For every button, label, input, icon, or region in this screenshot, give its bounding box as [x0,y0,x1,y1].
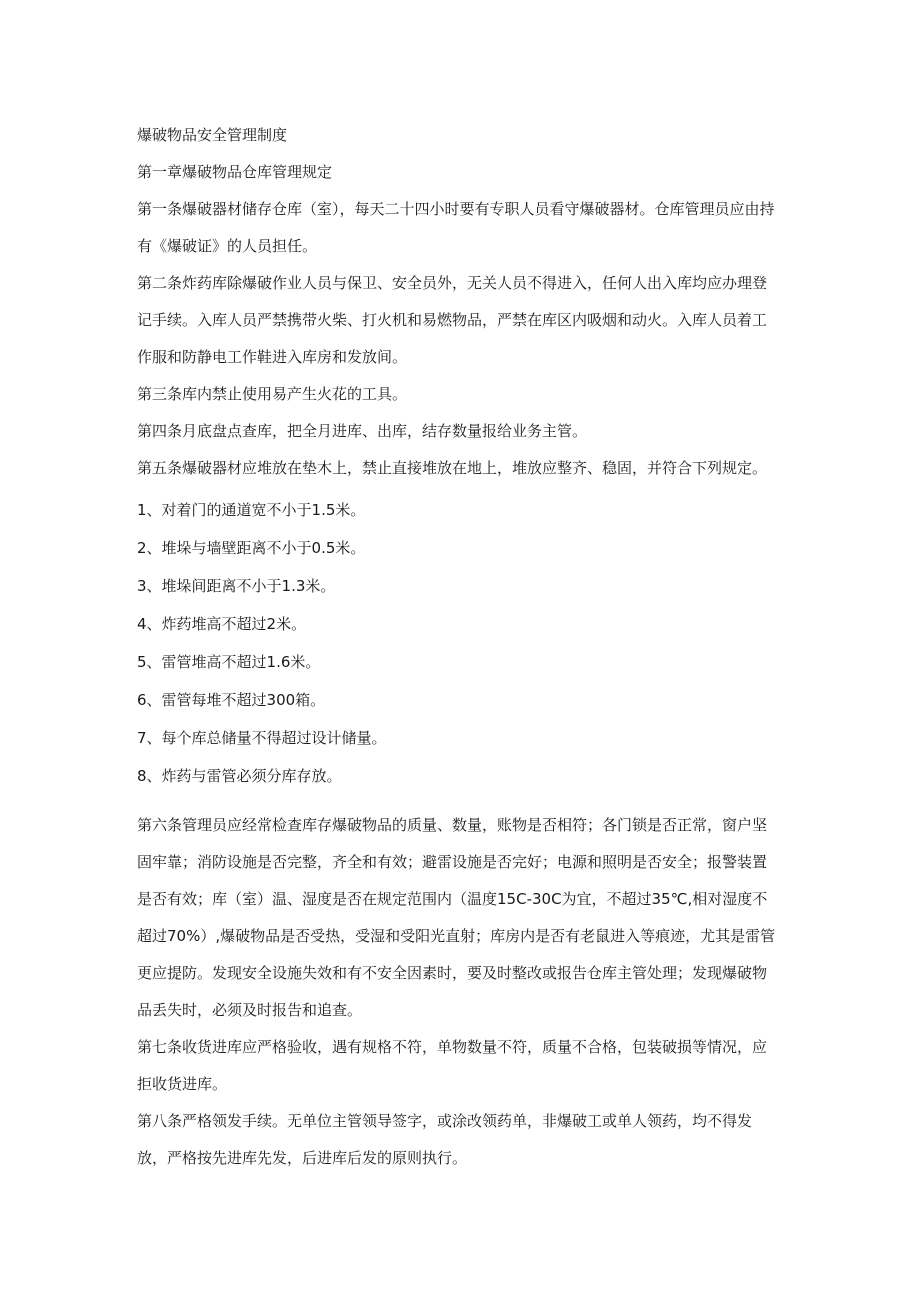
list-item: 2、堆垛与墙壁距离不小于0.5米。 [137,539,366,557]
article-7: 第七条收货进库应严格验收，遇有规格不符，单物数量不符，质量不合格，包装破损等情况，应拒收货进库。 [137,1038,768,1093]
list-item: 4、炸药堆高不超过2米。 [137,615,307,633]
article-2: 第二条炸药库除爆破作业人员与保卫、安全员外，无关人员不得进入，任何人出入库均应办理登记手续。入库人员严禁携带火柴、打火机和易燃物品，严禁在库区内吸烟和动火。入库人员着工作服和防静电工作鞋进入库房和发放间。 [137,274,768,366]
article-8: 第八条严格领发手续。无单位主管领导签字，或涂改领药单，非爆破工或单人领药，均不得发放，严格按先进库先发，后进库后发的原则执行。 [137,1112,753,1167]
article-1: 第一条爆破器材储存仓库（室），每天二十四小时要有专职人员看守爆破器材。仓库管理员应由持有《爆破证》的人员担任。 [137,200,775,255]
list-item: 5、雷管堆高不超过1.6米。 [137,653,321,671]
document-title: 爆破物品安全管理制度 [137,126,288,144]
list-item: 8、炸药与雷管必须分库存放。 [137,767,342,785]
spacer [137,795,777,807]
list-item: 7、每个库总储量不得超过设计储量。 [137,729,387,747]
article-6: 第六条管理员应经常检查库存爆破物品的质量、数量，账物是否相符；各门锁是否正常，窗户坚固牢靠；消防设施是否完整，齐全和有效；避雷设施是否完好；电源和照明是否安全；报警装置是否有效；库（室）温、湿度是否在规定范围内（温度15C-30C为宜，不超过35℃,相对湿度不超过70%）,爆破物品是否受热，受湿和受阳光直射；库房内是否有老鼠进入等痕迹，尤其是雷管更应提防。发现安全设施失效和有不安全因素时，要及时整改或报告仓库主管处理；发现爆破物品丢失时，必须及时报告和追查。 [137,816,776,1019]
article-5: 第五条爆破器材应堆放在垫木上，禁止直接堆放在地上，堆放应整齐、稳固，并符合下列规定。 [137,459,768,477]
list-item: 3、堆垛间距离不小于1.3米。 [137,577,336,595]
list-item: 6、雷管每堆不超过300箱。 [137,691,326,709]
list-item: 1、对着门的通道宽不小于1.5米。 [137,501,366,519]
chapter-heading: 第一章爆破物品仓库管理规定 [137,163,333,181]
article-3: 第三条库内禁止使用易产生火花的工具。 [137,385,408,403]
document-body [137,117,777,1177]
article-4: 第四条月底盘点查库，把全月进库、出库，结存数量报给业务主管。 [137,422,588,440]
storage-rules-list [137,491,777,795]
